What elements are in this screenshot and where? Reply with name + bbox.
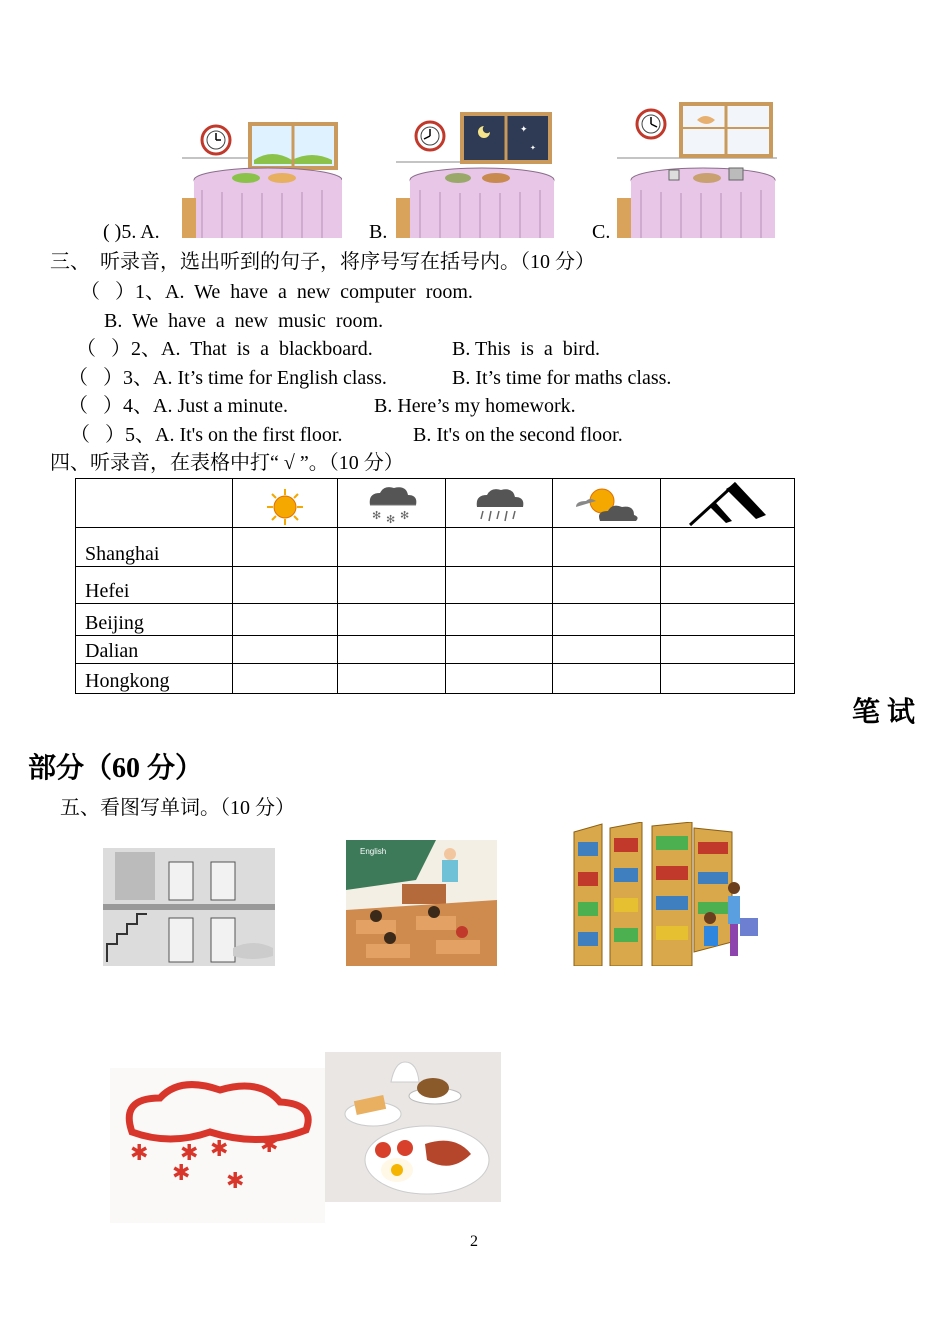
answer-cell[interactable] — [446, 664, 553, 694]
wind-flag-icon — [686, 479, 770, 527]
svg-text:✻: ✻ — [371, 510, 381, 522]
svg-text:✱: ✱ — [172, 1161, 191, 1186]
picture-snow-cloud — [110, 1068, 325, 1223]
answer-cell[interactable] — [338, 664, 446, 694]
answer-cell[interactable] — [553, 528, 661, 567]
header-snow — [338, 479, 446, 528]
answer-cell[interactable] — [553, 636, 661, 664]
s3-line-4a: （ ）4、A. Just a minute. — [68, 395, 288, 417]
s3-line-1b: B. We have a new music room. — [104, 310, 384, 332]
section-3-title: 三、 听录音，选出听到的句子，将序号写在括号内。（10 分） — [50, 251, 595, 273]
section-5-title: 五、看图写单词。（10 分） — [60, 797, 295, 819]
header-rain — [446, 479, 553, 528]
picture-library — [572, 822, 764, 966]
svg-text:✱: ✱ — [260, 1133, 279, 1158]
weather-table — [75, 478, 795, 694]
svg-text:✦: ✦ — [520, 124, 528, 134]
written-part-title-2: 部分（60 分） — [28, 753, 204, 784]
svg-text:✻: ✻ — [399, 510, 409, 522]
answer-cell[interactable] — [661, 604, 795, 636]
svg-text:✻: ✻ — [385, 514, 395, 526]
city-cell: Hongkong — [76, 664, 233, 694]
answer-cell[interactable] — [446, 528, 553, 567]
answer-cell[interactable] — [233, 636, 338, 664]
page-number: 2 — [470, 1233, 478, 1250]
picture-english-classroom — [346, 840, 497, 966]
picture-option-a — [182, 120, 342, 238]
section-4-title: 四、听录音，在表格中打“ √ ”。（10 分） — [50, 452, 404, 474]
svg-text:✱: ✱ — [130, 1141, 149, 1166]
header-sun — [233, 479, 338, 528]
answer-cell[interactable] — [661, 664, 795, 694]
answer-cell[interactable] — [661, 528, 795, 567]
picture-breakfast — [325, 1052, 501, 1202]
answer-cell[interactable] — [338, 528, 446, 567]
s3-line-5b: B. It's on the second floor. — [413, 424, 623, 446]
option-b-label: B. — [369, 221, 388, 243]
answer-cell[interactable] — [446, 567, 553, 604]
answer-cell[interactable] — [233, 664, 338, 694]
city-cell: Beijing — [76, 604, 233, 636]
answer-cell[interactable] — [661, 636, 795, 664]
answer-cell[interactable] — [233, 604, 338, 636]
picture-floor-plan — [103, 848, 275, 966]
header-windy — [661, 479, 795, 528]
s3-line-3a: （ ）3、A. It’s time for English class. — [68, 367, 387, 389]
svg-text:✱: ✱ — [180, 1141, 199, 1166]
s3-line-2a: （ ）2、A. That is a blackboard. — [76, 338, 373, 360]
city-cell: Dalian — [76, 636, 233, 664]
sun-cloud-icon — [572, 483, 642, 527]
city-cell: Shanghai — [76, 528, 233, 567]
svg-text:✱: ✱ — [210, 1137, 229, 1162]
s3-line-2b: B. This is a bird. — [452, 338, 600, 360]
svg-text:✱: ✱ — [226, 1169, 245, 1194]
svg-text:English: English — [360, 847, 387, 856]
sun-icon — [263, 487, 307, 527]
s3-line-1a: （ ）1、A. We have a new computer room. — [80, 281, 473, 303]
question-5-prefix: ( )5. A. — [103, 221, 160, 243]
written-part-title-1: 笔 试 — [852, 697, 916, 728]
header-cloudy — [553, 479, 661, 528]
answer-cell[interactable] — [553, 604, 661, 636]
answer-cell[interactable] — [553, 567, 661, 604]
answer-cell[interactable] — [338, 604, 446, 636]
s3-line-4b: B. Here’s my homework. — [374, 395, 576, 417]
answer-cell[interactable] — [446, 636, 553, 664]
svg-text:✦: ✦ — [530, 144, 536, 152]
answer-cell[interactable] — [338, 636, 446, 664]
s3-line-3b: B. It’s time for maths class. — [452, 367, 672, 389]
answer-cell[interactable] — [233, 567, 338, 604]
header-blank-cell — [76, 479, 233, 528]
city-cell: Hefei — [76, 567, 233, 604]
option-c-label: C. — [592, 221, 611, 243]
snow-cloud-icon — [362, 483, 422, 527]
answer-cell[interactable] — [338, 567, 446, 604]
picture-option-c — [617, 102, 777, 238]
answer-cell[interactable] — [553, 664, 661, 694]
rain-cloud-icon — [469, 483, 529, 527]
s3-line-5a: （ ）5、A. It's on the first floor. — [70, 424, 343, 446]
answer-cell[interactable] — [661, 567, 795, 604]
answer-cell[interactable] — [233, 528, 338, 567]
picture-option-b — [396, 112, 556, 238]
answer-cell[interactable] — [446, 604, 553, 636]
